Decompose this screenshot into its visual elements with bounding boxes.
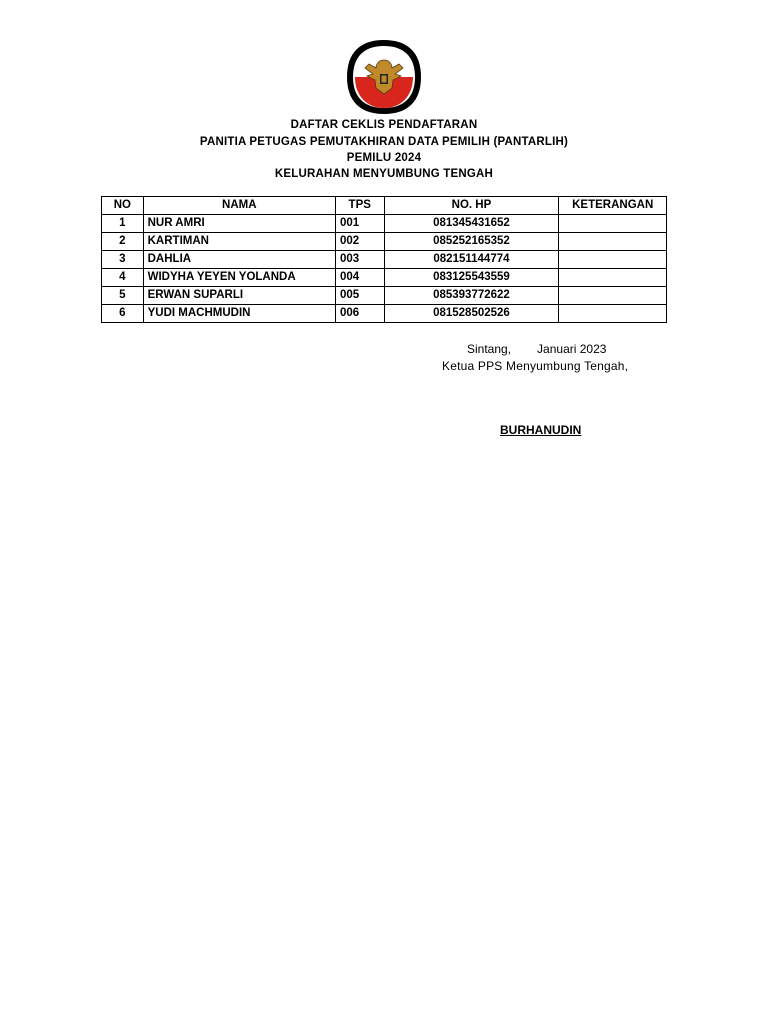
cell-keterangan (559, 269, 667, 287)
header-no: NO (102, 197, 144, 215)
cell-keterangan (559, 305, 667, 323)
cell-keterangan (559, 287, 667, 305)
cell-no-hp: 081345431652 (384, 215, 559, 233)
cell-nama: ERWAN SUPARLI (143, 287, 335, 305)
table-row (102, 251, 667, 269)
cell-no-hp: 085252165352 (384, 233, 559, 251)
signature-name: BURHANUDIN (500, 423, 582, 437)
header-keterangan: KETERANGAN (559, 197, 667, 215)
registration-table (101, 196, 667, 323)
header-tps: TPS (335, 197, 384, 215)
cell-keterangan (559, 215, 667, 233)
cell-tps: 001 (335, 215, 384, 233)
header-nama: NAMA (143, 197, 335, 215)
cell-tps: 002 (335, 233, 384, 251)
table-row (102, 269, 667, 287)
cell-no: 4 (102, 269, 144, 287)
header-no-hp: NO. HP (384, 197, 559, 215)
cell-no: 5 (102, 287, 144, 305)
cell-tps: 003 (335, 251, 384, 269)
cell-no: 3 (102, 251, 144, 269)
table-header-row (102, 197, 667, 215)
cell-nama: DAHLIA (143, 251, 335, 269)
signature-date: Januari 2023 (537, 342, 607, 356)
panitia-logo (345, 38, 423, 116)
signature-place-date (467, 342, 606, 356)
cell-no: 1 (102, 215, 144, 233)
cell-no-hp: 082151144774 (384, 251, 559, 269)
cell-keterangan (559, 233, 667, 251)
cell-keterangan (559, 251, 667, 269)
cell-nama: WIDYHA YEYEN YOLANDA (143, 269, 335, 287)
cell-no: 2 (102, 233, 144, 251)
cell-no-hp: 081528502526 (384, 305, 559, 323)
table-row (102, 233, 667, 251)
table-row (102, 305, 667, 323)
document-title: DAFTAR CEKLIS PENDAFTARAN (290, 119, 478, 131)
signature-role: Ketua PPS Menyumbung Tengah, (442, 359, 629, 373)
cell-no-hp: 085393772622 (384, 287, 559, 305)
committee-title: PANITIA PETUGAS PEMUTAKHIRAN DATA PEMILIH (PANTARLIH) (199, 136, 569, 148)
cell-tps: 006 (335, 305, 384, 323)
table-row (102, 215, 667, 233)
cell-tps: 005 (335, 287, 384, 305)
cell-nama: KARTIMAN (143, 233, 335, 251)
kelurahan-title: KELURAHAN MENYUMBUNG TENGAH (274, 168, 494, 180)
cell-no: 6 (102, 305, 144, 323)
election-title: PEMILU 2024 (346, 152, 422, 164)
cell-nama: NUR AMRI (143, 215, 335, 233)
cell-tps: 004 (335, 269, 384, 287)
cell-nama: YUDI MACHMUDIN (143, 305, 335, 323)
cell-no-hp: 083125543559 (384, 269, 559, 287)
signature-place: Sintang, (467, 342, 512, 356)
table-row (102, 287, 667, 305)
